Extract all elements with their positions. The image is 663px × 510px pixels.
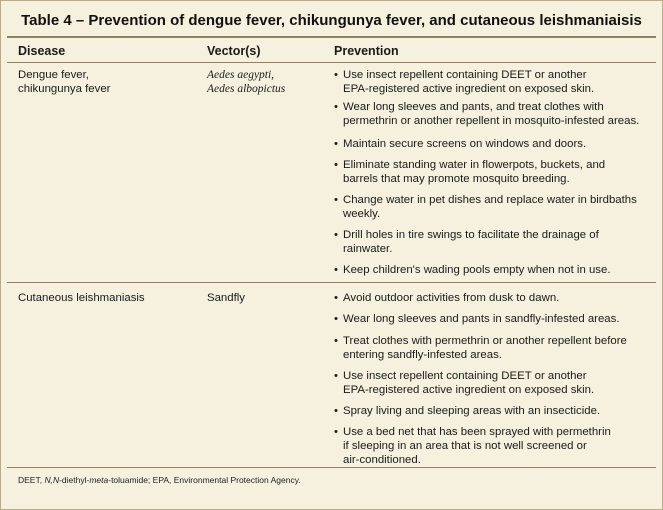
disease-line: chikungunya fever [18,83,111,95]
disease-cell [18,291,145,305]
bullet-icon: • [334,335,338,347]
bullet-icon: • [334,194,338,206]
bullet-icon: • [334,370,338,382]
bullet-icon: • [334,159,338,171]
prevention-line: barrels that may promote mosquito breeding. [343,173,570,185]
bullet-icon: • [334,229,338,241]
vector-line: Aedes albopictus [207,83,286,95]
table-title: Table 4 – Prevention of dengue fever, chikungunya fever, and cutaneous leishmaniaisis [21,12,642,29]
prevention-text [343,263,611,277]
prevention-line: entering sandfly-infested areas. [343,349,502,361]
prevention-line: Eliminate standing water in flowerpots, buckets, and [343,159,606,171]
bullet-icon: • [334,69,338,81]
bottom-rule [7,467,656,468]
bullet-icon: • [334,292,338,304]
footnote-text-5: -toluamide; EPA, Environmental Protection Agency. [108,475,301,485]
disease-line: Cutaneous leishmaniasis [18,292,145,304]
vector-cell [207,291,245,305]
prevention-line: Use insect repellent containing DEET or another [343,370,587,382]
prevention-text [343,425,611,467]
prevention-line: permethrin or another repellent in mosquito-infested areas. [343,115,640,127]
footnote-text-1: DEET, [18,475,45,485]
header-vectors: Vector(s) [207,44,261,58]
prevention-line: Spray living and sleeping areas with an insecticide. [343,405,601,417]
bullet-icon: • [334,405,338,417]
prevention-line: rainwater. [343,243,393,255]
footnote-text-2: N,N [44,475,60,485]
prevention-text [343,334,627,362]
prevention-text [343,193,637,221]
prevention-line: if sleeping in an area that is not well screened or [343,440,587,452]
prevention-line: Change water in pet dishes and replace water in birdbaths [343,194,637,206]
prevention-line: EPA-registered active ingredient on exposed skin. [343,384,595,396]
prevention-line: Keep children's wading pools empty when not in use. [343,264,611,276]
bullet-icon: • [334,264,338,276]
prevention-line: weekly. [343,208,381,220]
prevention-line: Use a bed net that has been sprayed with permethrin [343,426,611,438]
footnote-text-4: meta [89,475,109,485]
header-rule [7,62,656,63]
prevention-line: Wear long sleeves and pants, and treat clothes with [343,101,604,113]
prevention-text [343,369,594,397]
prevention-line: Use insect repellent containing DEET or another [343,69,587,81]
footnote [18,475,301,485]
prevention-line: Wear long sleeves and pants in sandfly-infested areas. [343,313,620,325]
prevention-text [343,291,559,305]
footnote-text-3: -diethyl- [59,475,90,485]
prevention-line: Drill holes in tire swings to facilitate the drainage of [343,229,599,241]
prevention-line: Treat clothes with permethrin or another repellent before [343,335,627,347]
disease-line: Dengue fever, [18,69,89,81]
vector-line: Aedes aegypti, [207,69,275,81]
prevention-text [343,312,620,326]
prevention-line: Maintain secure screens on windows and doors. [343,138,587,150]
header-disease: Disease [18,44,66,58]
bullet-icon: • [334,138,338,150]
prevention-line: EPA-registered active ingredient on exposed skin. [343,83,595,95]
prevention-text [343,100,639,128]
prevention-line: air-conditioned. [343,454,421,466]
prevention-text [343,158,605,186]
bullet-icon: • [334,101,338,113]
bullet-icon: • [334,426,338,438]
vector-line: Sandfly [207,292,245,304]
prevention-text [343,137,586,151]
prevention-text [343,68,594,96]
top-rule [7,36,656,38]
prevention-text [343,228,599,256]
disease-cell [18,68,110,96]
row-divider [7,282,656,283]
bullet-icon: • [334,313,338,325]
vector-cell [207,68,285,96]
prevention-line: Avoid outdoor activities from dusk to dawn. [343,292,560,304]
header-prevention: Prevention [334,44,399,58]
prevention-text [343,404,600,418]
